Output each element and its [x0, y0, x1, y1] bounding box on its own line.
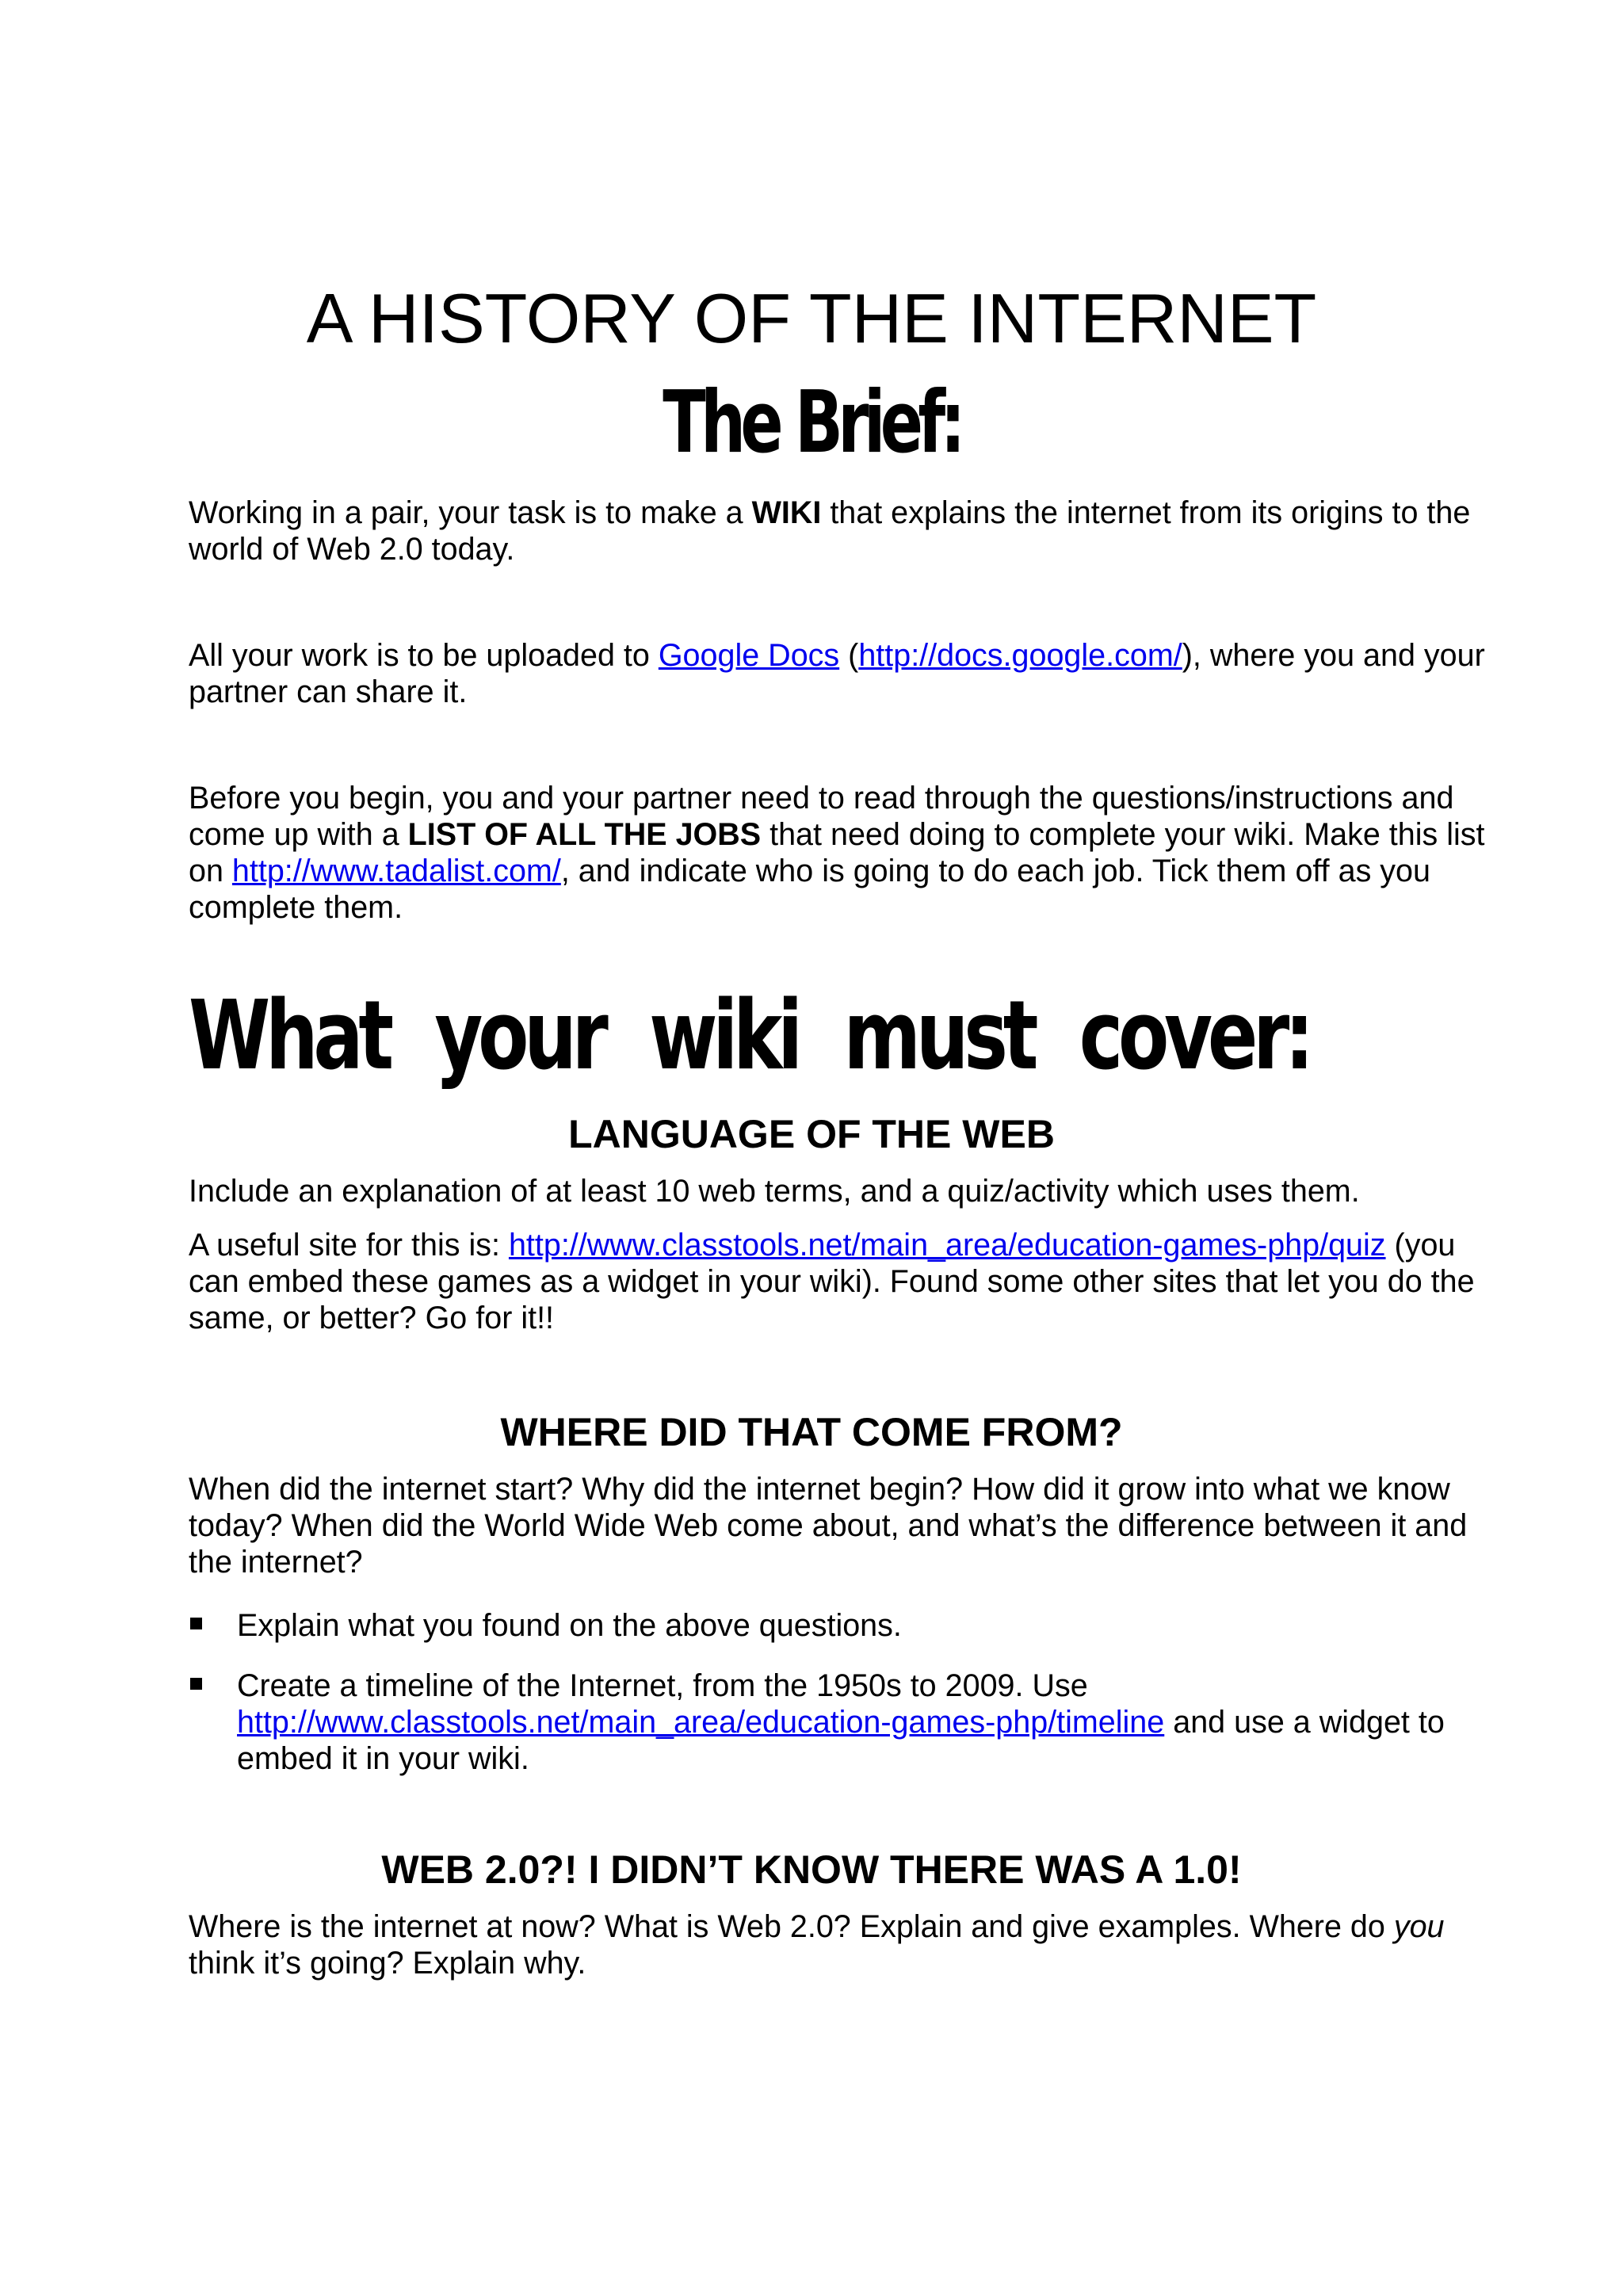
list-item: [189, 1668, 1504, 1777]
web2-paragraph-1: [189, 1908, 1488, 1981]
tadalist-link[interactable]: http://www.tadalist.com/: [231, 854, 561, 888]
intro-p1-text-c: that explains the internet from its origins to the world of Web 2.0 today.: [189, 495, 1471, 567]
brief-heading: The Brief:: [663, 373, 960, 472]
intro-p3-jobs-emphasis: LIST OF ALL THE JOBS: [407, 817, 762, 852]
intro-p3-text-a: Before you begin, you and your partner need to read through the questions/instructions and come up with a: [189, 781, 1454, 852]
web2-p1-text-b: think it’s going? Explain why.: [189, 1946, 586, 1981]
intro-p2-text-a: All your work is to be uploaded to: [189, 638, 659, 673]
language-paragraph-2: [189, 1227, 1488, 1336]
language-paragraph-1: Include an explanation of at least 10 web terms, and a quiz/activity which uses them.: [189, 1174, 1360, 1209]
intro-p2-text-c: ), where you and your partner can share it.: [189, 638, 1485, 709]
classtools-timeline-link[interactable]: http://www.classtools.net/main_area/education-games-php/timeline: [237, 1705, 1165, 1740]
intro-p1-wiki-emphasis: WIKI: [751, 495, 822, 530]
intro-p2-text-b: (: [839, 638, 859, 673]
intro-paragraph-2: [189, 637, 1488, 710]
intro-p3-text-d: , and indicate who is going to do each job. Tick them off as you complete them.: [189, 854, 1430, 925]
language-section-heading: LANGUAGE OF THE WEB: [568, 1112, 1055, 1156]
language-p2-text-a: A useful site for this is:: [189, 1228, 509, 1263]
bullet-1-text: Explain what you found on the above questions.: [237, 1608, 902, 1643]
bullet-2-text: [237, 1668, 1504, 1777]
square-bullet-icon: [190, 1618, 202, 1629]
intro-p3-text-c: that need doing to complete your wiki. Make this list on: [189, 817, 1485, 888]
intro-p1-text-a: Working in a pair, your task is to make a: [189, 495, 752, 530]
web2-p1-text-a: Where is the internet at now? What is Web 2.0? Explain and give examples. Where do: [189, 1909, 1394, 1944]
classtools-quiz-link[interactable]: http://www.classtools.net/main_area/education-games-php/quiz: [508, 1228, 1386, 1263]
web2-p1-you-emphasis: you: [1393, 1909, 1445, 1944]
web2-section-heading: WEB 2.0?! I DIDN’T KNOW THERE WAS A 1.0!: [381, 1847, 1242, 1892]
intro-paragraph-1: [189, 495, 1488, 567]
cover-heading: What your wiki must cover:: [189, 981, 1310, 1091]
list-item: [189, 1607, 1504, 1644]
google-docs-url-link[interactable]: http://docs.google.com/: [858, 638, 1182, 673]
bullet-2-text-a: Create a timeline of the Internet, from the 1950s to 2009. Use: [237, 1668, 1088, 1703]
origins-section-heading: WHERE DID THAT COME FROM?: [500, 1410, 1123, 1454]
square-bullet-icon: [190, 1678, 202, 1690]
language-p2-text-b: (you can embed these games as a widget in your wiki). Found some other sites that let you do the same, or better? Go for it!!: [189, 1228, 1475, 1335]
bullet-2-text-b: and use a widget to embed it in your wiki.: [237, 1705, 1445, 1776]
intro-paragraph-3: [189, 780, 1488, 926]
google-docs-link[interactable]: Google Docs: [658, 638, 840, 673]
page-title: A HISTORY OF THE INTERNET: [306, 279, 1317, 357]
origins-paragraph-1: When did the internet start? Why did the internet begin? How did it grow into what we know today? When did the World Wide Web come about, and what’s the difference between it and the internet?: [189, 1472, 1468, 1580]
